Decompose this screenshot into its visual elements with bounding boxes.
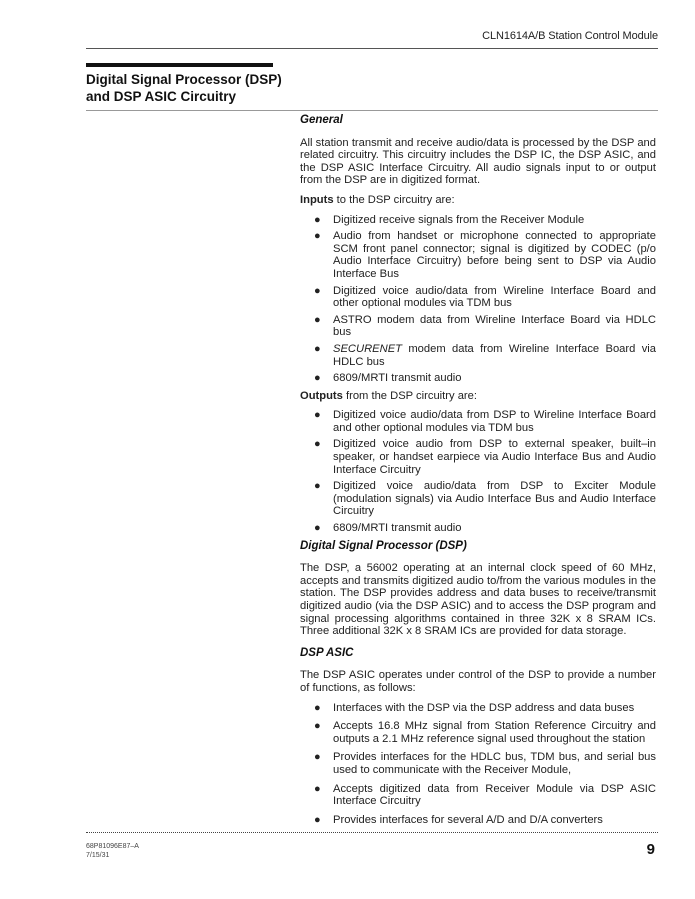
list-item — [300, 480, 656, 518]
input-item-text: Audio from handset or microphone connected to appropriate SCM front panel connector; signal is digitized by CODEC (p/o Audio Interface Circuitry) before being sent to DSP via Audio Interface Bus — [333, 230, 656, 280]
header-rule — [86, 48, 658, 49]
section-title-line1: Digital Signal Processor (DSP) — [86, 72, 282, 87]
list-item — [300, 438, 656, 476]
outputs-list — [300, 409, 656, 534]
bullet-icon: ● — [314, 372, 321, 385]
bullet-icon: ● — [314, 213, 321, 226]
outputs-lead — [300, 390, 656, 403]
input-item-text: ASTRO modem data from Wireline Interface Board via HDLC bus — [333, 313, 656, 339]
bullet-icon: ● — [314, 480, 321, 493]
inputs-lead-bold: Inputs — [300, 193, 334, 206]
securenet-word: SECURENET — [333, 342, 402, 355]
input-item-text: Digitized receive signals from the Receiver Module — [333, 213, 585, 226]
output-item-text: Digitized voice audio/data from DSP to Wireline Interface Board and other optional modules via TDM bus — [333, 409, 656, 434]
footer-date: 7/15/31 — [86, 851, 110, 859]
general-intro: All station transmit and receive audio/data is processed by the DSP and related circuitry. This circuitry includes the DSP IC, the DSP ASIC, and the DSP ASIC Interface Circuitry. All audio signals input to or output from the DSP are in digitized format. — [300, 136, 656, 187]
list-item — [300, 702, 656, 715]
outputs-lead-rest: from the DSP circuitry are: — [342, 389, 477, 402]
list-item — [300, 214, 656, 227]
bullet-icon: ● — [314, 782, 321, 795]
bullet-icon: ● — [314, 342, 321, 355]
input-item-text: modem data from Wireline Interface Board via HDLC bus — [333, 342, 656, 368]
bullet-icon: ● — [314, 522, 321, 535]
section-bar — [86, 63, 273, 67]
list-item — [300, 230, 656, 280]
section-title — [86, 72, 291, 105]
general-heading: General — [300, 114, 343, 126]
list-item — [300, 372, 656, 385]
list-item — [300, 285, 656, 310]
list-item — [300, 314, 656, 339]
inputs-lead-rest: to the DSP circuitry are: — [333, 193, 455, 206]
bullet-icon: ● — [314, 701, 321, 714]
footer-rule — [86, 832, 658, 833]
asic-item-text: Accepts 16.8 MHz signal from Station Reference Circuitry and outputs a 2.1 MHz reference signal used throughout the station — [333, 720, 656, 745]
input-item-text: 6809/MRTI transmit audio — [333, 372, 462, 385]
list-item — [300, 751, 656, 776]
bullet-icon: ● — [314, 284, 321, 297]
asic-item-text: Provides interfaces for several A/D and D/A converters — [333, 813, 603, 826]
main-content — [300, 114, 656, 832]
header-title: CLN1614A/B Station Control Module — [482, 30, 658, 42]
output-item-text: Digitized voice audio/data from DSP to Exciter Module (modulation signals) via Audio Interface Bus and Audio Interface Circuitry — [333, 480, 656, 518]
input-item-text: Digitized voice audio/data from Wireline Interface Board and other optional modules via TDM bus — [333, 284, 656, 310]
list-item — [300, 720, 656, 745]
bullet-icon: ● — [314, 813, 321, 826]
bullet-icon: ● — [314, 313, 321, 326]
footer-doc-number: 68P81096E87–A — [86, 843, 139, 850]
asic-item-text: Interfaces with the DSP via the DSP address and data buses — [333, 701, 635, 714]
inputs-lead — [300, 194, 656, 207]
list-item — [300, 409, 656, 434]
outputs-lead-bold: Outputs — [300, 389, 343, 402]
list-item — [300, 522, 656, 535]
bullet-icon: ● — [314, 720, 321, 733]
dsp-heading: Digital Signal Processor (DSP) — [300, 539, 467, 552]
asic-item-text: Accepts digitized data from Receiver Module via DSP ASIC Interface Circuitry — [333, 782, 656, 808]
section-title-line2: and DSP ASIC Circuitry — [86, 88, 237, 104]
asic-item-text: Provides interfaces for the HDLC bus, TDM bus, and serial bus used to communicate with the Receiver Module, — [333, 751, 656, 776]
asic-list — [300, 702, 656, 827]
bullet-icon: ● — [314, 409, 321, 422]
bullet-icon: ● — [314, 751, 321, 764]
bullet-icon: ● — [314, 230, 321, 243]
output-item-text: 6809/MRTI transmit audio — [333, 522, 462, 535]
dsp-body: The DSP, a 56002 operating at an internal clock speed of 60 MHz, accepts and transmits digitized audio to/from the various modules in the station. The DSP provides address and data buses to receive/transmit digitized audio (via the DSP ASIC) and to access the DSP program and signal processing algorithms contained in three 32K x 8 SRAM ICs. Three additional 32K x 8 SRAM ICs are provided for data storage. — [300, 562, 656, 638]
bullet-icon: ● — [314, 438, 321, 451]
column-rule — [86, 110, 658, 111]
inputs-list — [300, 214, 656, 385]
list-item — [300, 343, 656, 368]
output-item-text: Digitized voice audio from DSP to external speaker, built–in speaker, or handset earpiece via Audio Interface Bus and Audio Interface Circuitry — [333, 438, 656, 476]
asic-body: The DSP ASIC operates under control of the DSP to provide a number of functions, as follows: — [300, 669, 656, 694]
asic-heading: DSP ASIC — [300, 646, 354, 659]
footer-doc-info — [86, 843, 139, 860]
page-number: 9 — [646, 841, 655, 858]
list-item — [300, 783, 656, 808]
list-item — [300, 814, 656, 827]
